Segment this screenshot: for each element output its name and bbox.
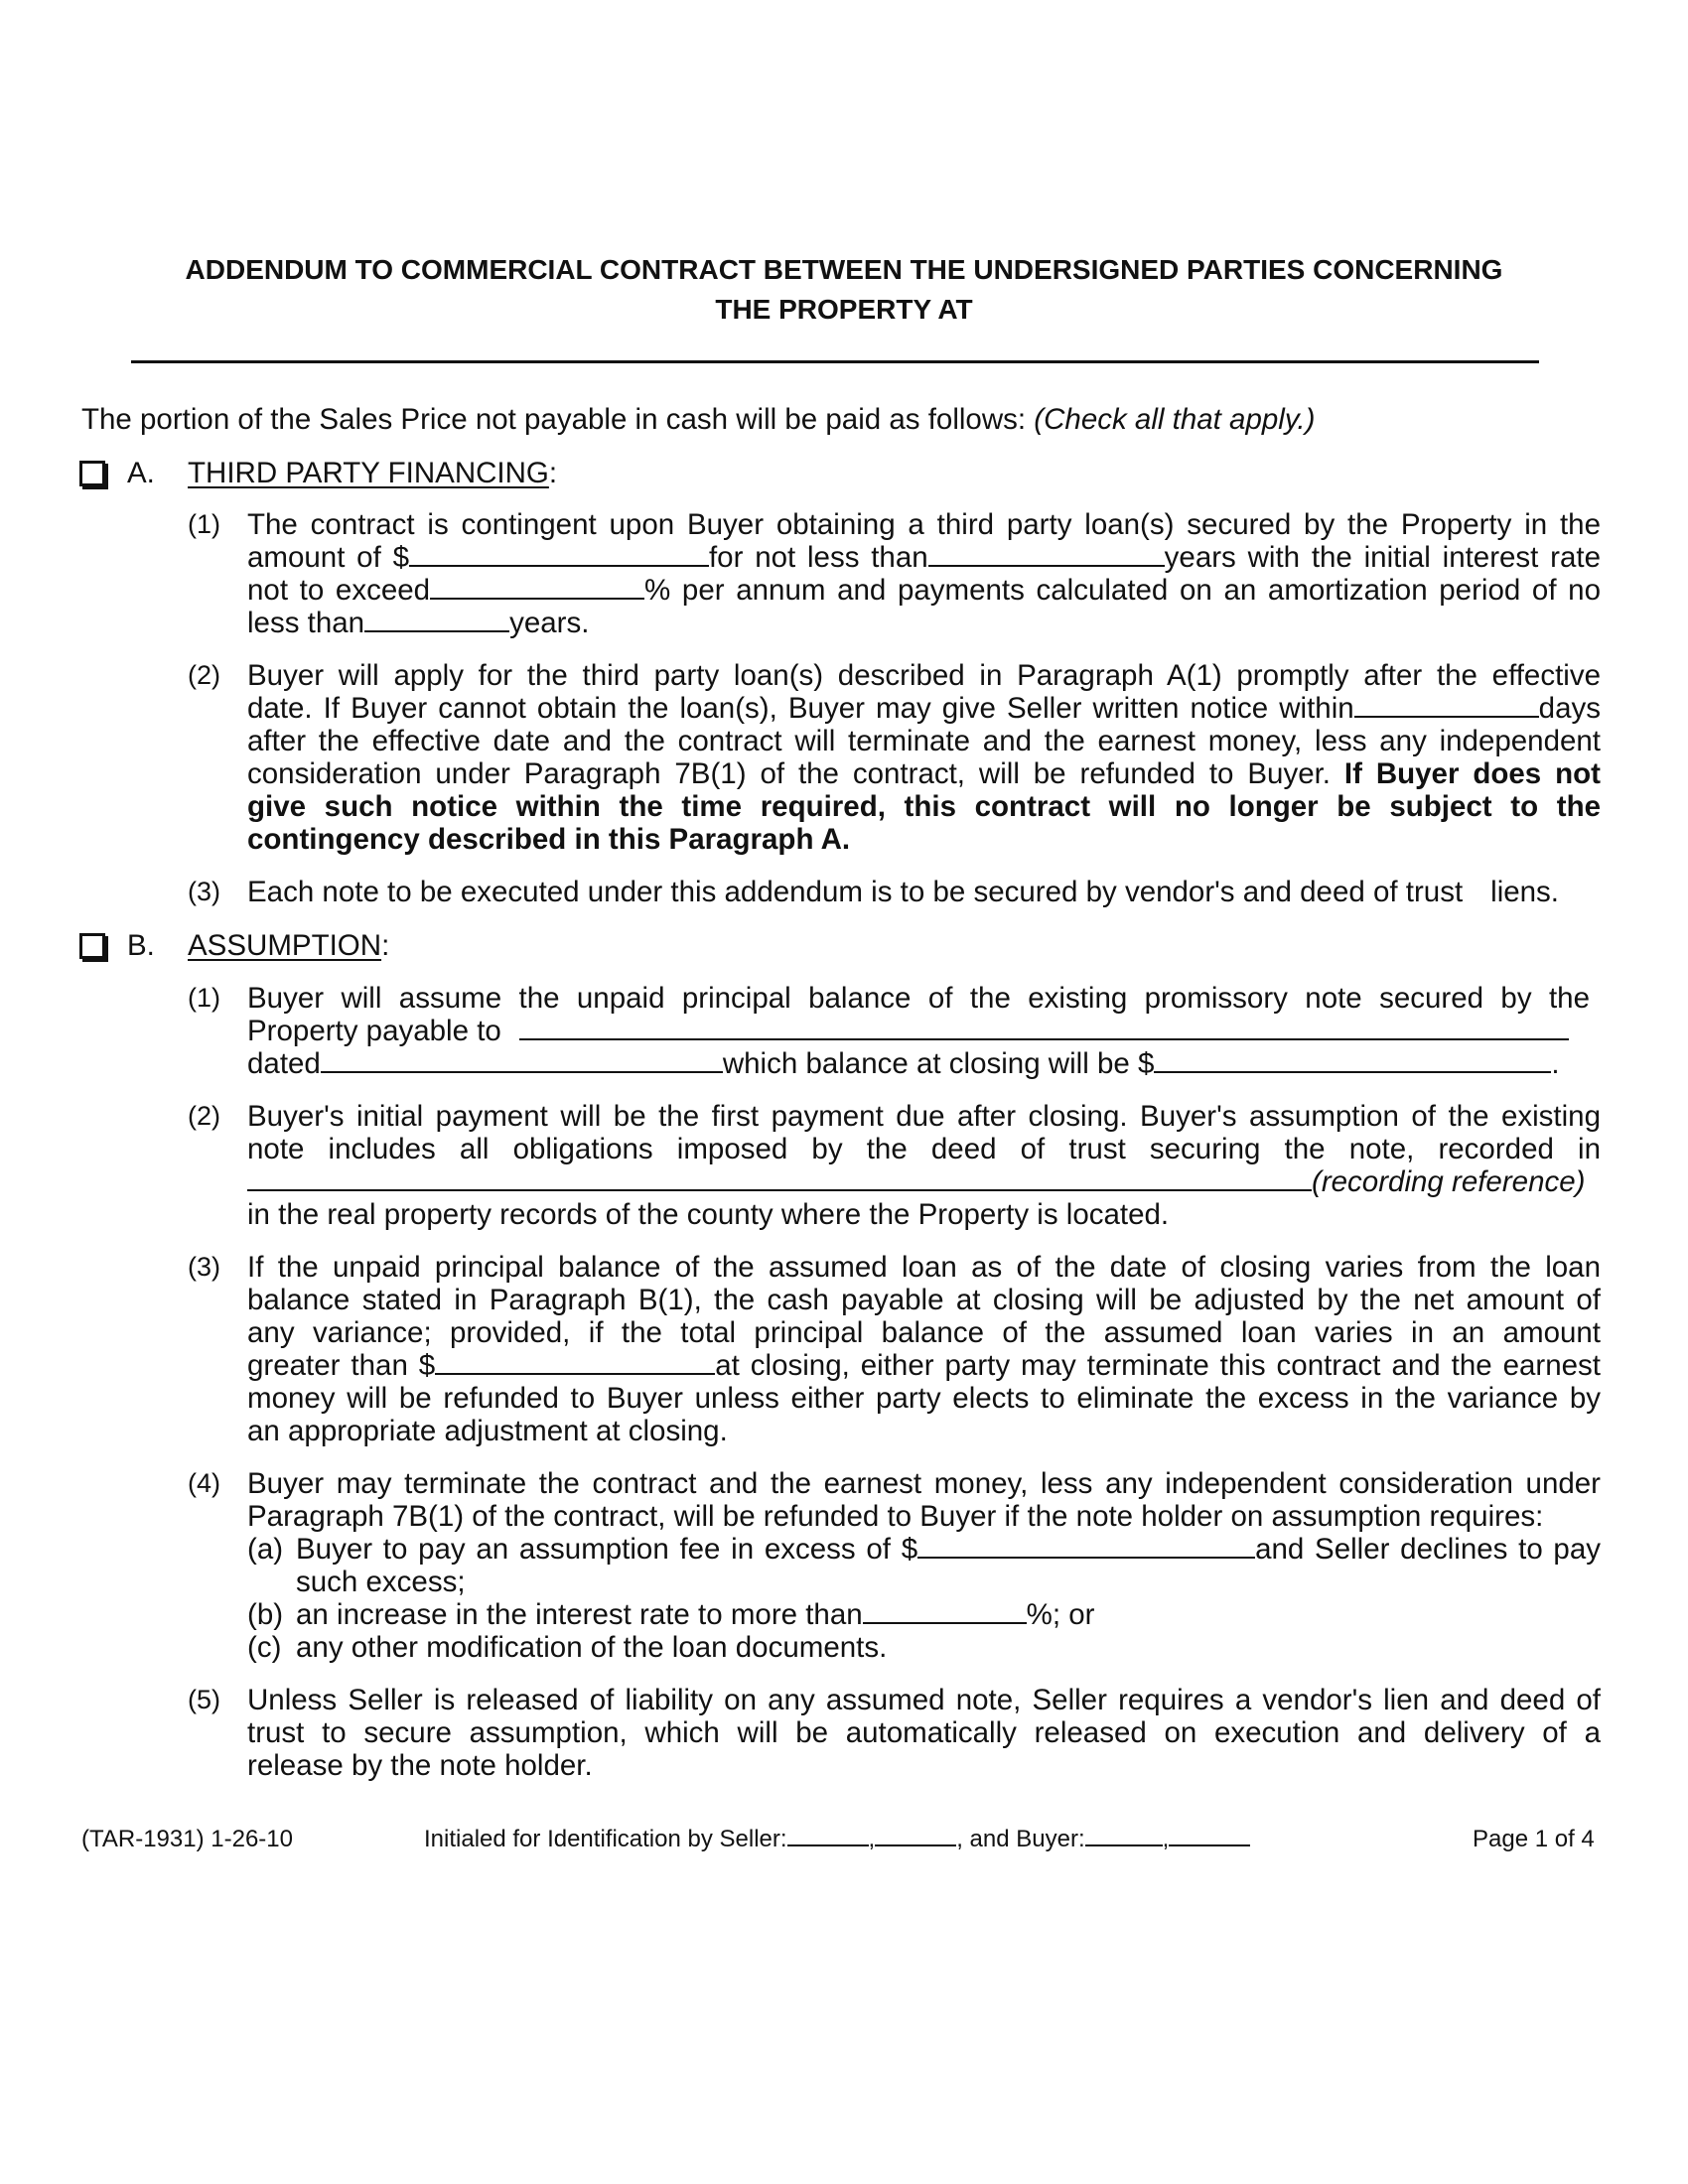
b4c-line-1: any other modification of the loan documents. [296,1631,888,1664]
b5-line-1: Unless Seller is released of liability on any assumed note, Seller requires a vendor's lien and deed of [247,1684,1601,1716]
section-a-heading: THIRD PARTY FINANCING [188,457,549,489]
document-title [99,250,1589,330]
section-a-letter: A. [127,457,155,489]
b3-line-2: balance stated in Paragraph B(1), the cash payable at closing will be adjusted by the net amount of [247,1284,1601,1316]
b2-line-1: Buyer's initial payment will be the first payment due after closing. Buyer's assumption of the existing [247,1100,1601,1133]
b1-balance-label: which balance at closing will be $ [722,1047,1155,1080]
form-id: (TAR-1931) 1-26-10 [81,1826,293,1852]
a1-years-label: for not less than [708,541,928,574]
section-a-checkbox[interactable] [79,461,105,486]
b1-number: (1) [188,983,220,1013]
b2-recording-label: (recording reference) [1312,1165,1586,1198]
title-line-1: ADDENDUM TO COMMERCIAL CONTRACT BETWEEN THE UNDERSIGNED PARTIES CONCERNING [185,254,1503,285]
payee-field[interactable] [519,1015,1569,1040]
a2-days-label: days [1538,692,1601,725]
a1-amount-label: amount of $ [247,541,409,574]
a2-line-6: contingency described in this Paragraph A. [247,823,851,856]
initials-line [424,1825,1250,1854]
seller-initial-2-field[interactable] [875,1825,956,1846]
b4-number: (4) [188,1468,220,1498]
b3-greater-label: greater than $ [247,1349,436,1382]
b1-line-2 [247,1015,1598,1047]
section-b-checkbox[interactable] [79,933,105,959]
loan-amount-field[interactable] [409,541,709,567]
amortization-years-field[interactable] [364,607,509,632]
a1-amortization-label: % per annum and payments calculated on an amortization period of no [644,574,1601,607]
b5-line-2: trust to secure assumption, which will be automatically released on execution and delivery of a [247,1716,1601,1749]
b2-number: (2) [188,1101,220,1131]
buyer-initials-label: , and Buyer: [956,1826,1085,1852]
page-number: Page 1 of 4 [1473,1826,1595,1852]
seller-comma: , [868,1826,876,1852]
a2-number: (2) [188,660,220,690]
a3-text: Each note to be executed under this addendum is to be secured by vendor's and deed of trust [247,876,1464,908]
section-b-heading-wrap [188,929,389,962]
intro-line [81,403,1551,436]
b3-number: (3) [188,1252,220,1282]
a2-notice-label: date. If Buyer cannot obtain the loan(s), Buyer may give Seller written notice within [247,692,1354,725]
a1-exceed-label: not to exceed [247,574,431,607]
a1-line-1: The contract is contingent upon Buyer obtaining a third party loan(s) secured by the Property in the [247,508,1601,541]
intro-note: (Check all that apply.) [1034,403,1316,436]
a1-line-2 [247,541,1601,574]
a2-line-1: Buyer will apply for the third party loan(s) described in Paragraph A(1) promptly after the effective [247,659,1601,692]
section-b-heading: ASSUMPTION [188,929,382,962]
b2-line-3 [247,1165,1608,1198]
b3-line-6: an appropriate adjustment at closing. [247,1415,728,1447]
b3-line-5: money will be refunded to Buyer unless either party elects to eliminate the excess in the variance by [247,1382,1601,1415]
variance-amount-field[interactable] [435,1349,715,1375]
intro-text: The portion of the Sales Price not payable in cash will be paid as follows: [81,403,1027,436]
a1-rate-label: years with the initial interest rate [1164,541,1601,574]
a1-number: (1) [188,509,220,539]
section-b-letter: B. [127,929,155,962]
section-a-heading-wrap [188,457,557,489]
b5-number: (5) [188,1685,220,1714]
closing-balance-field[interactable] [1154,1047,1551,1073]
a1-line-3 [247,574,1601,607]
b4a-declines-label: and Seller declines to pay [1255,1533,1601,1566]
b1-line-1: Buyer will assume the unpaid principal balance of the existing promissory note secured by the [247,982,1590,1015]
note-date-field[interactable] [321,1047,723,1073]
b4a-line-1 [296,1533,1601,1566]
a2-line-4 [247,757,1601,790]
a2-bold-start: If Buyer does not [1343,757,1601,790]
a3-liens: liens. [1490,876,1560,908]
notice-days-field[interactable] [1354,692,1539,718]
property-address-field[interactable] [131,360,1539,363]
buyer-initial-2-field[interactable] [1169,1825,1250,1846]
b4b-or-label: %; or [1026,1598,1095,1631]
loan-years-field[interactable] [928,541,1165,567]
a2-line-2 [247,692,1601,725]
title-line-2: THE PROPERTY AT [715,294,973,325]
b4a-fee-label: Buyer to pay an assumption fee in excess of $ [296,1533,918,1566]
a1-line-4 [247,607,589,639]
a1-years-end: years. [509,607,590,639]
b4-line-1: Buyer may terminate the contract and the earnest money, less any independent consideration under [247,1467,1601,1500]
a3-number: (3) [188,877,220,906]
seller-initials-label: Initialed for Identification by Seller: [424,1826,787,1852]
b4b-line-1 [296,1598,1095,1631]
a1-lessthan-label: less than [247,607,365,639]
b4b-label: (b) [247,1598,284,1631]
b5-line-3: release by the note holder. [247,1749,593,1782]
buyer-initial-1-field[interactable] [1085,1825,1163,1846]
buyer-comma: , [1162,1826,1170,1852]
section-b-colon: : [381,929,390,962]
b1-line-3 [247,1047,1608,1080]
section-a-colon: : [548,457,558,489]
b2-line-2: note includes all obligations imposed by the deed of trust securing the note, recorded in [247,1133,1601,1165]
b3-line-4 [247,1349,1601,1382]
a3-line-1 [247,876,1559,908]
b4-line-2: Paragraph 7B(1) of the contract, will be refunded to Buyer if the note holder on assumption requires: [247,1500,1544,1533]
b1-period: . [1551,1047,1560,1080]
b4c-label: (c) [247,1631,282,1664]
seller-initial-1-field[interactable] [787,1825,869,1846]
b2-line-4: in the real property records of the county where the Property is located. [247,1198,1170,1231]
b3-line-1: If the unpaid principal balance of the assumed loan as of the date of closing varies from the loan [247,1251,1601,1284]
a2-refund-text: consideration under Paragraph 7B(1) of the contract, will be refunded to Buyer. [247,757,1331,790]
a2-line-3: after the effective date and the contract will terminate and the earnest money, less any independent [247,725,1601,757]
interest-rate-field[interactable] [430,574,644,600]
b4a-line-2: such excess; [296,1566,466,1598]
b1-dated-label: dated [247,1047,321,1080]
max-interest-rate-field[interactable] [863,1598,1027,1624]
b4a-label: (a) [247,1533,284,1566]
a2-line-5: give such notice within the time required, this contract will no longer be subject to the [247,790,1601,823]
b4b-rate-label: an increase in the interest rate to more than [296,1598,863,1631]
recording-reference-field[interactable] [247,1165,1312,1191]
b3-terminate-label: at closing, either party may terminate this contract and the earnest [715,1349,1601,1382]
assumption-fee-field[interactable] [917,1533,1255,1559]
b1-payable-label: Property payable to [247,1015,501,1047]
b3-line-3: any variance; provided, if the total principal balance of the assumed loan varies in an amount [247,1316,1601,1349]
